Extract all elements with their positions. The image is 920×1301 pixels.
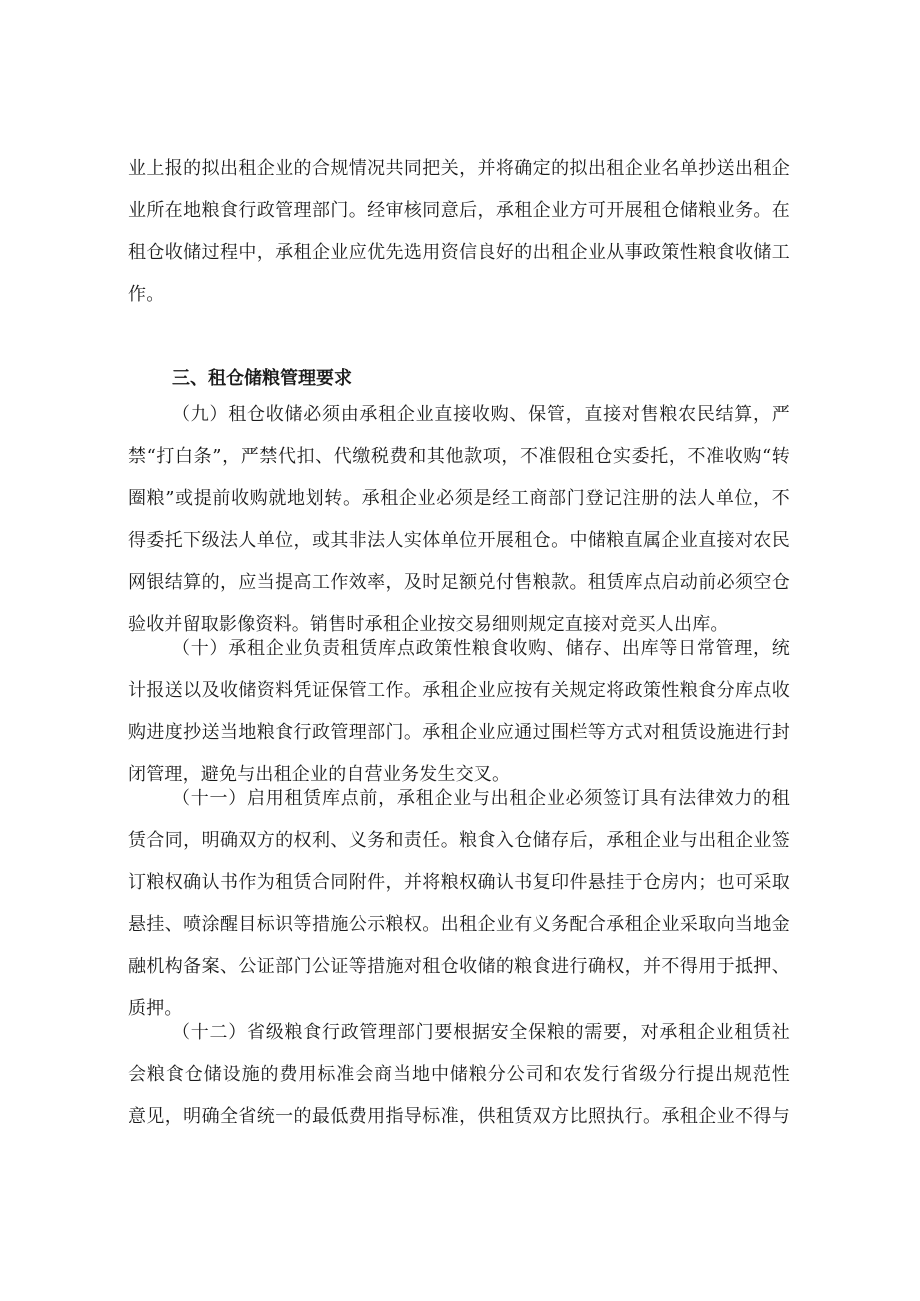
text-line: 网银结算的，应当提高工作效率，及时足额兑付售粮款。租赁库点启动前必须空仓 xyxy=(128,572,790,593)
paragraph-11 xyxy=(128,778,790,1030)
paragraph-12 xyxy=(128,1012,790,1138)
text-line: （十）承租企业负责租赁库点政策性粮食收购、储存、出库等日常管理，统 xyxy=(172,638,790,659)
text-line: （九）租仓收储必须由承租企业直接收购、保管，直接对售粮农民结算，严 xyxy=(172,404,790,425)
text-line: 闭管理，避免与出租企业的自营业务发生交叉。 xyxy=(128,764,511,785)
paragraph-10 xyxy=(128,628,790,796)
text-line: 作。 xyxy=(128,284,165,305)
text-line: 赁合同，明确双方的权利、义务和责任。粮食入仓储存后，承租企业与出租企业签 xyxy=(128,830,790,851)
text-line: 悬挂、喷涂醒目标识等措施公示粮权。出租企业有义务配合承租企业采取向当地金 xyxy=(128,914,790,935)
text-line: 会粮食仓储设施的费用标准会商当地中储粮分公司和农发行省级分行提出规范性 xyxy=(128,1064,790,1085)
text-line: 圈粮”或提前收购就地划转。承租企业必须是经工商部门登记注册的法人单位，不 xyxy=(128,488,790,509)
text-line: 质押。 xyxy=(128,998,183,1019)
paragraph-9 xyxy=(128,394,790,646)
text-line: 订粮权确认书作为租赁合同附件，并将粮权确认书复印件悬挂于仓房内；也可采取 xyxy=(128,872,790,893)
text-line: 得委托下级法人单位，或其非法人实体单位开展租仓。中储粮直属企业直接对农民 xyxy=(128,530,790,551)
text-line: 计报送以及收储资料凭证保管工作。承租企业应按有关规定将政策性粮食分库点收 xyxy=(128,680,790,701)
text-line: （十二）省级粮食行政管理部门要根据安全保粮的需要，对承租企业租赁社 xyxy=(172,1022,790,1043)
intro-paragraph xyxy=(128,148,790,316)
text-line: 业上报的拟出租企业的合规情况共同把关，并将确定的拟出租企业名单抄送出租企 xyxy=(128,158,790,179)
text-line: 禁“打白条”，严禁代扣、代缴税费和其他款项，不准假租仓实委托，不准收购“转 xyxy=(128,446,790,467)
text-line: 融机构备案、公证部门公证等措施对租仓收储的粮食进行确权，并不得用于抵押、 xyxy=(128,956,790,977)
text-line: 业所在地粮食行政管理部门。经审核同意后，承租企业方可开展租仓储粮业务。在 xyxy=(128,200,790,221)
text-line: （十一）启用租赁库点前，承租企业与出租企业必须签订具有法律效力的租 xyxy=(172,788,790,809)
text-line: 验收并留取影像资料。销售时承租企业按交易细则规定直接对竞买人出库。 xyxy=(128,614,729,635)
text-line: 意见，明确全省统一的最低费用指导标准，供租赁双方比照执行。承租企业不得与 xyxy=(128,1106,790,1127)
section-heading: 三、租仓储粮管理要求 xyxy=(172,368,352,389)
text-line: 购进度抄送当地粮食行政管理部门。承租企业应通过围栏等方式对租赁设施进行封 xyxy=(128,722,790,743)
text-line: 租仓收储过程中，承租企业应优先选用资信良好的出租企业从事政策性粮食收储工 xyxy=(128,242,790,263)
